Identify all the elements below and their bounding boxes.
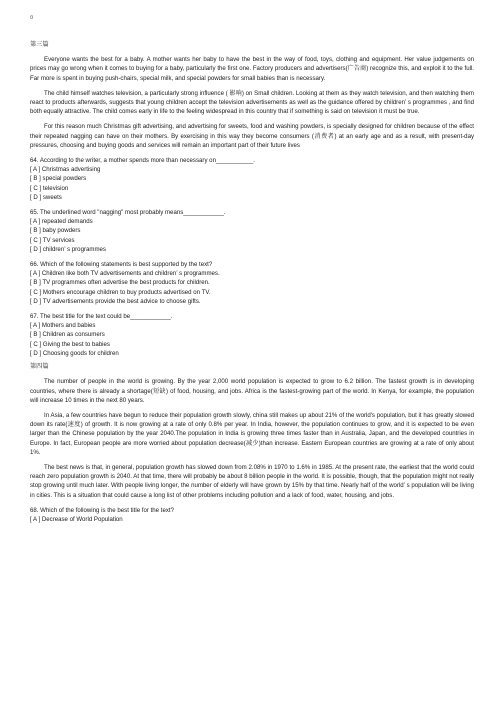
question-block <box>30 208 474 254</box>
answer-option: [ D ] sweets <box>30 193 62 201</box>
answer-option: [ B ] baby powders <box>30 227 81 235</box>
answer-option: [ D ] TV advertisements provide the best advice to choose gifts. <box>30 297 201 305</box>
answer-option: [ D ] Choosing goods for children <box>30 349 119 357</box>
answer-option: [ C ] Mothers encourage children to buy products advertised on TV. <box>30 288 211 296</box>
question-block <box>30 156 474 202</box>
section-4 <box>30 362 474 524</box>
answer-option: [ B ] TV programmes often advertise the best products for children. <box>30 279 210 287</box>
answer-option: [ A ] Mothers and babies <box>30 322 96 330</box>
answer-option: [ C ] TV services <box>30 236 75 244</box>
answer-option: [ D ] children’ s programmes <box>30 245 106 253</box>
passage-paragraph: The best news is that, in general, population growth has slowed down from 2.08% in 1970 to 1.6% in 1985. At the present rate, the earliest that the world could reach zero population growth is 2040. At that time, there will probably be about 8 billion people in the world. It is possible, though, that the population might not really stop growing until much later. With people living longer, the number of elderly will have grown by 15% by that time. Nearly half of the world’ s population will be living in cities. This is a situation that could cause a long list of other problems including pollution and a lack of food, water, housing, and jobs. <box>30 463 474 499</box>
question-stem: 64. According to the writer, a mother spends more than necessary on___________. <box>30 157 255 165</box>
question-stem: 65. The underlined word "nagging" most probably means____________. <box>30 209 226 217</box>
passage-paragraph: For this reason much Christmas gift advertising, and advertising for sweets, food and washing powders, is specially designed for children because of the effect their repeated nagging can have on their mothers. By exercising in this way they become consumers (消费者) at an early age and as a result, with present-day pressures, choosing and buying goods and services will remain an important part of their future lives <box>30 123 474 149</box>
answer-option: [ C ] Giving the best to babies <box>30 340 110 348</box>
section-title: 第四篇 <box>30 363 49 371</box>
passage-paragraph: The number of people in the world is growing. By the year 2,000 world population is expected to grow to 6.2 billion. The fastest growth is in developing countries, where there is already a shortage(短缺) of food, housing, and jobs. Africa is the fastest-growing part of the world. In Kenya, for example, the population will increase 10 times in the next 80 years. <box>30 378 474 404</box>
page-marker: ¤ <box>30 15 34 21</box>
answer-option: [ B ] special powders <box>30 175 87 183</box>
question-block <box>30 312 474 358</box>
question-block <box>30 506 474 524</box>
section-3 <box>30 40 474 358</box>
answer-option: [ A ] Decrease of World Population <box>30 515 123 523</box>
answer-option: [ A ] Christmas advertising <box>30 166 101 174</box>
passage-paragraph: In Asia, a few countries have begun to reduce their population growth slowly, china still makes up about 21% of the world's population, but it has greatly slowed down its rate(速度) of growth. It is now growing at a rate of only 0.8% per year. In India, however, the population continues to grow, and it is expected to be even larger than the Chinese population by the year 2040.The population in India is growing three times faster than in Australia, Japan, and the developed countries in Europe. In fact, European people are more worried about population decrease(减少)than increase. Eastern European countries are growing at a rate of only about 1%. <box>30 411 474 456</box>
section-title: 第三篇 <box>30 41 49 48</box>
question-block <box>30 260 474 306</box>
answer-option: [ B ] Children as consumers <box>30 331 105 339</box>
answer-option: [ A ] repeated demands <box>30 218 93 226</box>
question-stem: 67. The best title for the text could be____________. <box>30 313 173 321</box>
question-stem: 66. Which of the following statements is best supported by the text? <box>30 261 213 269</box>
answer-option: [ A ] Children like both TV advertisements and children’ s programmes. <box>30 270 220 278</box>
passage-paragraph: Everyone wants the best for a baby. A mother wants her baby to have the best in the way of food, toys, clothing and equipment. Her value judgements on prices may go wrong when it comes to buying for a baby, particularly the first one. Factory producers and advertisers(广告商) recognize this, and exploit it to the full. Far more is spent in buying push-chairs, special milk, and special powders for small babies than is necessary. <box>30 56 474 82</box>
passage-paragraph: The child himself watches television, a particularly strong influence ( 影响) on Small children. Looking at them as they watch television, and then watching them react to products afterwards, suggests that young children accept the television advertisements as well as the guidance offered by children’ s programmes , and find both equally attractive. The child comes early in life to the feeling widespread in this country that if something is said on television it must be true. <box>30 89 474 116</box>
answer-option: [ C ] television <box>30 184 69 192</box>
question-stem: 68. Which of the following is the best title for the text? <box>30 506 174 514</box>
document-page <box>30 14 474 524</box>
